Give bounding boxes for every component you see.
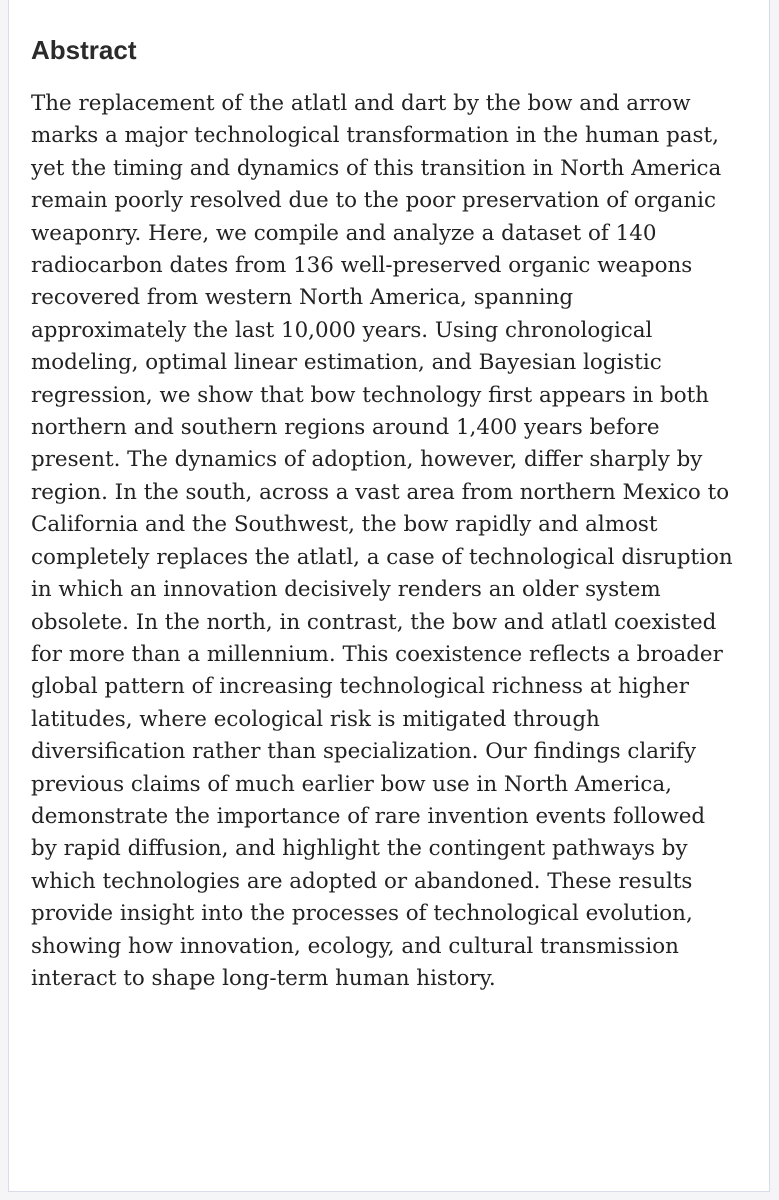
- abstract-line: showing how innovation, ecology, and cultural transmission: [31, 933, 679, 959]
- abstract-line: interact to shape long-term human history.: [31, 965, 496, 991]
- abstract-card: [8, 0, 770, 1192]
- abstract-line: obsolete. In the north, in contrast, the bow and atlatl coexisted: [31, 609, 717, 635]
- abstract-line: yet the timing and dynamics of this transition in North America: [31, 155, 722, 181]
- abstract-line: demonstrate the importance of rare invention events followed: [31, 803, 706, 829]
- abstract-line: previous claims of much earlier bow use in North America,: [31, 771, 672, 797]
- abstract-line: global pattern of increasing technological richness at higher: [31, 674, 689, 700]
- abstract-line: remain poorly resolved due to the poor preservation of organic: [31, 188, 716, 214]
- abstract-line: California and the Southwest, the bow rapidly and almost: [31, 512, 658, 538]
- abstract-line: latitudes, where ecological risk is mitigated through: [31, 706, 600, 732]
- abstract-line: marks a major technological transformation in the human past,: [31, 123, 719, 149]
- abstract-line: diversification rather than specialization. Our findings clarify: [31, 739, 697, 765]
- abstract-line: regression, we show that bow technology first appears in both: [31, 382, 709, 408]
- abstract-line: weaponry. Here, we compile and analyze a dataset of 140: [31, 220, 657, 246]
- abstract-line: for more than a millennium. This coexistence reflects a broader: [31, 641, 723, 667]
- abstract-line: The replacement of the atlatl and dart by the bow and arrow: [31, 91, 691, 116]
- abstract-line: in which an innovation decisively renders an older system: [31, 577, 661, 603]
- abstract-line: approximately the last 10,000 years. Using chronological: [31, 317, 653, 343]
- abstract-line: radiocarbon dates from 136 well-preserved organic weapons: [31, 253, 693, 279]
- abstract-line: region. In the south, across a vast area from northern Mexico to: [31, 479, 730, 505]
- abstract-heading: Abstract: [31, 35, 137, 65]
- abstract-line: modeling, optimal linear estimation, and Bayesian logistic: [31, 350, 662, 376]
- abstract-body: [31, 88, 759, 995]
- abstract-line: provide insight into the processes of technological evolution,: [31, 901, 693, 927]
- abstract-line: recovered from western North America, spanning: [31, 285, 574, 311]
- abstract-line: northern and southern regions around 1,400 years before: [31, 415, 660, 441]
- abstract-line: by rapid diffusion, and highlight the contingent pathways by: [31, 836, 688, 862]
- abstract-line: which technologies are adopted or abandoned. These results: [31, 868, 693, 894]
- abstract-line: present. The dynamics of adoption, however, differ sharply by: [31, 447, 703, 473]
- abstract-line: completely replaces the atlatl, a case of technological disruption: [31, 544, 733, 570]
